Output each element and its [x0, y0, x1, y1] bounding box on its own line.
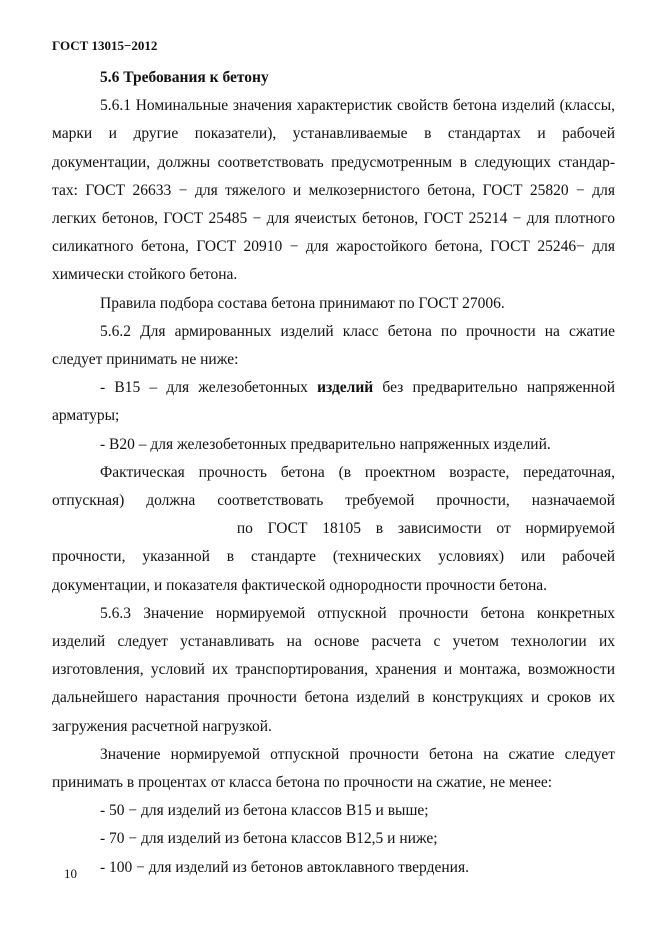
- list-item: - 50 − для изделий из бетона классов В15 и выше;: [100, 802, 429, 820]
- paragraph-rules: Правила подбора состава бетона принимают по ГОСТ 27006.: [100, 294, 505, 312]
- section-title: 5.6 Требования к бетону: [100, 69, 269, 86]
- paragraph-5-6-1: 5.6.1 Номинальные значения характеристик свойств бетона изделий (классы, марки и другие показатели), устанавливаемые в стандартах и рабочей документации, должны соответствовать предусмотренным в следующих стандар-тах: ГОСТ 26633 − для тяжелого и мелкозернистого бетона, ГОСТ 25820 − для легких бетонов, ГОСТ 25485 − для ячеистых бетонов, ГОСТ 25214 − для плотного силикатного бетона, ГОСТ 20910 − для жаростойкого бетона, ГОСТ 25246− для химически стойкого бетона.: [52, 97, 615, 284]
- page-content: [52, 64, 615, 882]
- b15-text-post: без предварительно напряженной арматуры;: [52, 379, 615, 425]
- actual-strength-post: по ГОСТ 18105 в зависимости от нормируемой прочности, указанной в стандарте (технических условиях) или рабочей документации, и показателя фактической однородности прочности бетона.: [52, 520, 616, 594]
- page-number: 10: [64, 866, 77, 881]
- list-item-b15: [52, 374, 615, 430]
- paragraph-normalized: Значение нормируемой отпускной прочности бетона на сжатие следует принимать в процентах от класса бетона по прочности на сжатие, не менее:: [52, 745, 615, 792]
- list-item: - 100 − для изделий из бетонов автоклавного твердения.: [100, 858, 469, 876]
- paragraph-actual-strength: [52, 459, 615, 600]
- list-item-b20: - В20 – для железобетонных предварительно напряженных изделий.: [100, 435, 551, 453]
- paragraph-5-6-3: 5.6.3 Значение нормируемой отпускной прочности бетона конкретных изделий следует устанавливать на основе расчета с учетом технологии их изготовления, условий их транспортирования, хранения и монтажа, возможности дальнейшего нарастания прочности бетона изделий в конструкциях и сроков их загружения расчетной нагрузкой.: [52, 604, 615, 735]
- document-header: ГОСТ 13015−2012: [52, 38, 158, 53]
- paragraph-5-6-2: 5.6.2 Для армированных изделий класс бетона по прочности на сжатие следует принимать не ниже:: [52, 322, 615, 369]
- list-item: - 70 − для изделий из бетона классов В12,5 и ниже;: [100, 830, 438, 848]
- b15-text-pre: - В15 – для железобетонных: [100, 379, 318, 397]
- b15-bold-word: изделий: [317, 379, 374, 397]
- actual-strength-pre: Фактическая прочность бетона (в проектном возрасте, передаточная, отпускная) должна соответствовать требуемой прочности, назначаемой: [52, 463, 615, 510]
